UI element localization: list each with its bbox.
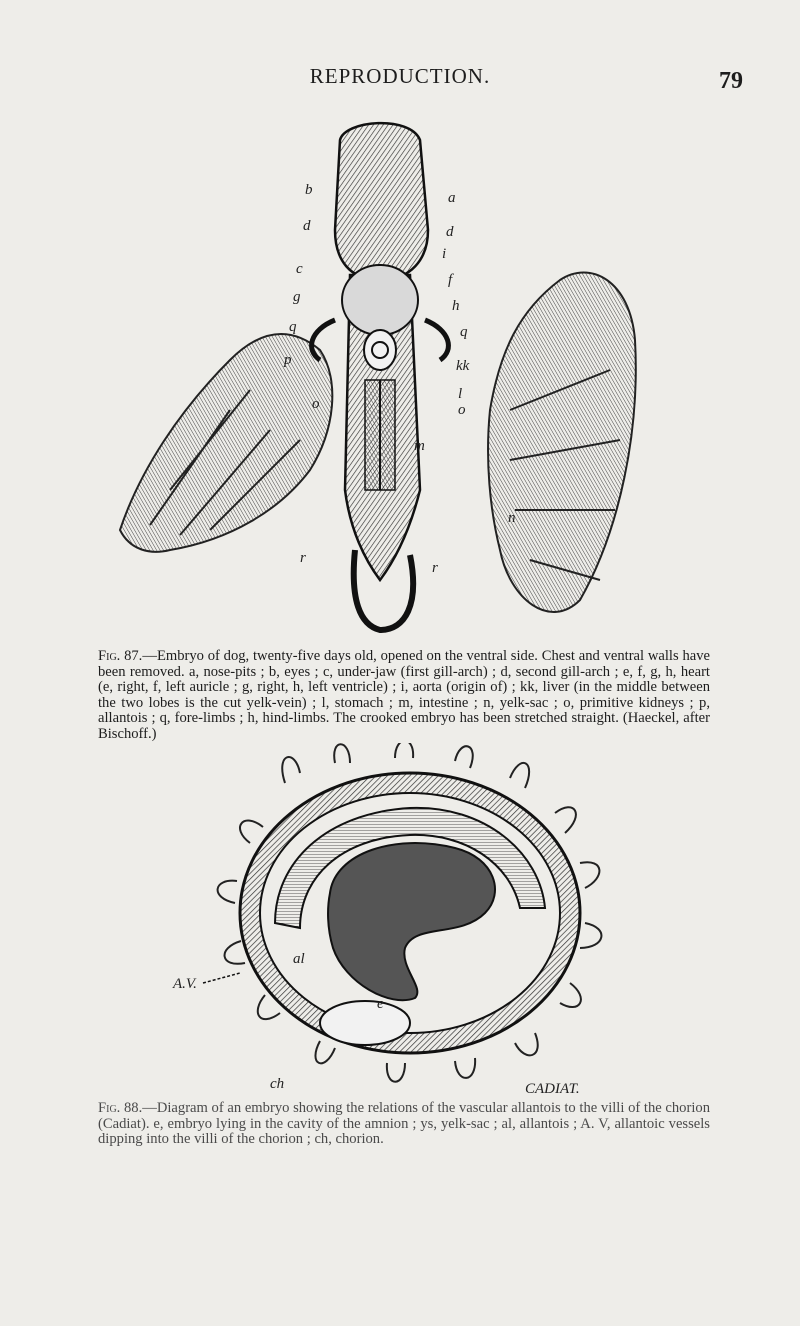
label-o-left: o — [312, 396, 320, 412]
label-n: n — [508, 510, 516, 526]
embryo-drawing — [110, 110, 650, 640]
label-cadiat: CADIAT. — [525, 1081, 580, 1097]
embryo-head — [335, 123, 428, 280]
figure-87-caption — [98, 649, 710, 743]
running-title: REPRODUCTION. — [309, 64, 491, 88]
label-l: l — [458, 386, 463, 402]
figure-88-label: Fig. 88. — [98, 1100, 143, 1116]
chorion-drawing — [165, 743, 645, 1098]
label-i-top: i — [442, 246, 447, 262]
label-r-left: r — [300, 550, 306, 566]
label-kk: kk — [456, 358, 470, 374]
page-header — [0, 64, 800, 104]
label-av: A.V. — [173, 976, 197, 992]
heart — [342, 265, 418, 335]
label-e: e — [377, 996, 384, 1012]
label-f: f — [448, 272, 453, 288]
label-q-right: q — [460, 324, 468, 340]
label-r-right: r — [432, 560, 438, 576]
figure-88-caption — [98, 1101, 710, 1148]
label-o-right: o — [458, 402, 466, 418]
label-ch: ch — [270, 1076, 285, 1092]
yolk-sac-left — [120, 334, 332, 552]
label-a: a — [448, 190, 456, 206]
yolk-sac — [320, 1001, 410, 1045]
label-al: al — [293, 951, 305, 967]
label-d-left: d — [303, 218, 311, 234]
label-d-right: d — [446, 224, 454, 240]
figure-87-label: Fig. 87. — [98, 648, 143, 664]
yolk-sac-right — [488, 273, 636, 612]
figure-87-embryo-illustration — [110, 110, 650, 640]
label-c: c — [296, 261, 303, 277]
figure-87-caption-text: —Embryo of dog, twenty-five days old, opened on the ventral side. Chest and ventral walls have been removed. a, nose-pits ; b, eyes ; c, under-jaw (first gill-arch) ; d, second gill-arch ; e, f, g, h, heart (e, right, f, left auricle ; g, right, h, left ventricle) ; i, aorta (origin of) ; kk, liver (in the middle between the two lobes is the cut yelk-vein) ; l, stomach ; m, intestine ; n, yelk-sac ; o, primitive kidneys ; p, allantois ; q, fore-limbs ; h, hind-limbs. The crooked embryo has been stretched straight. (Haeckel, after Bischoff.) — [98, 648, 710, 742]
label-g-left: g — [293, 289, 301, 305]
label-p-left: p — [284, 352, 292, 368]
label-m: m — [414, 438, 425, 454]
label-h: h — [452, 298, 460, 314]
label-q-left: q — [289, 319, 297, 335]
figure-88-caption-text: —Diagram of an embryo showing the relations of the vascular allantois to the villi of the chorion (Cadiat). e, embryo lying in the cavity of the amnion ; ys, yelk-sac ; al, allantois ; A. V, allantoic vessels dipping into the villi of the chorion ; ch, chorion. — [98, 1100, 710, 1148]
page-number: 79 — [719, 68, 743, 94]
figure-88-chorion-diagram — [165, 743, 645, 1098]
label-b: b — [305, 182, 313, 198]
